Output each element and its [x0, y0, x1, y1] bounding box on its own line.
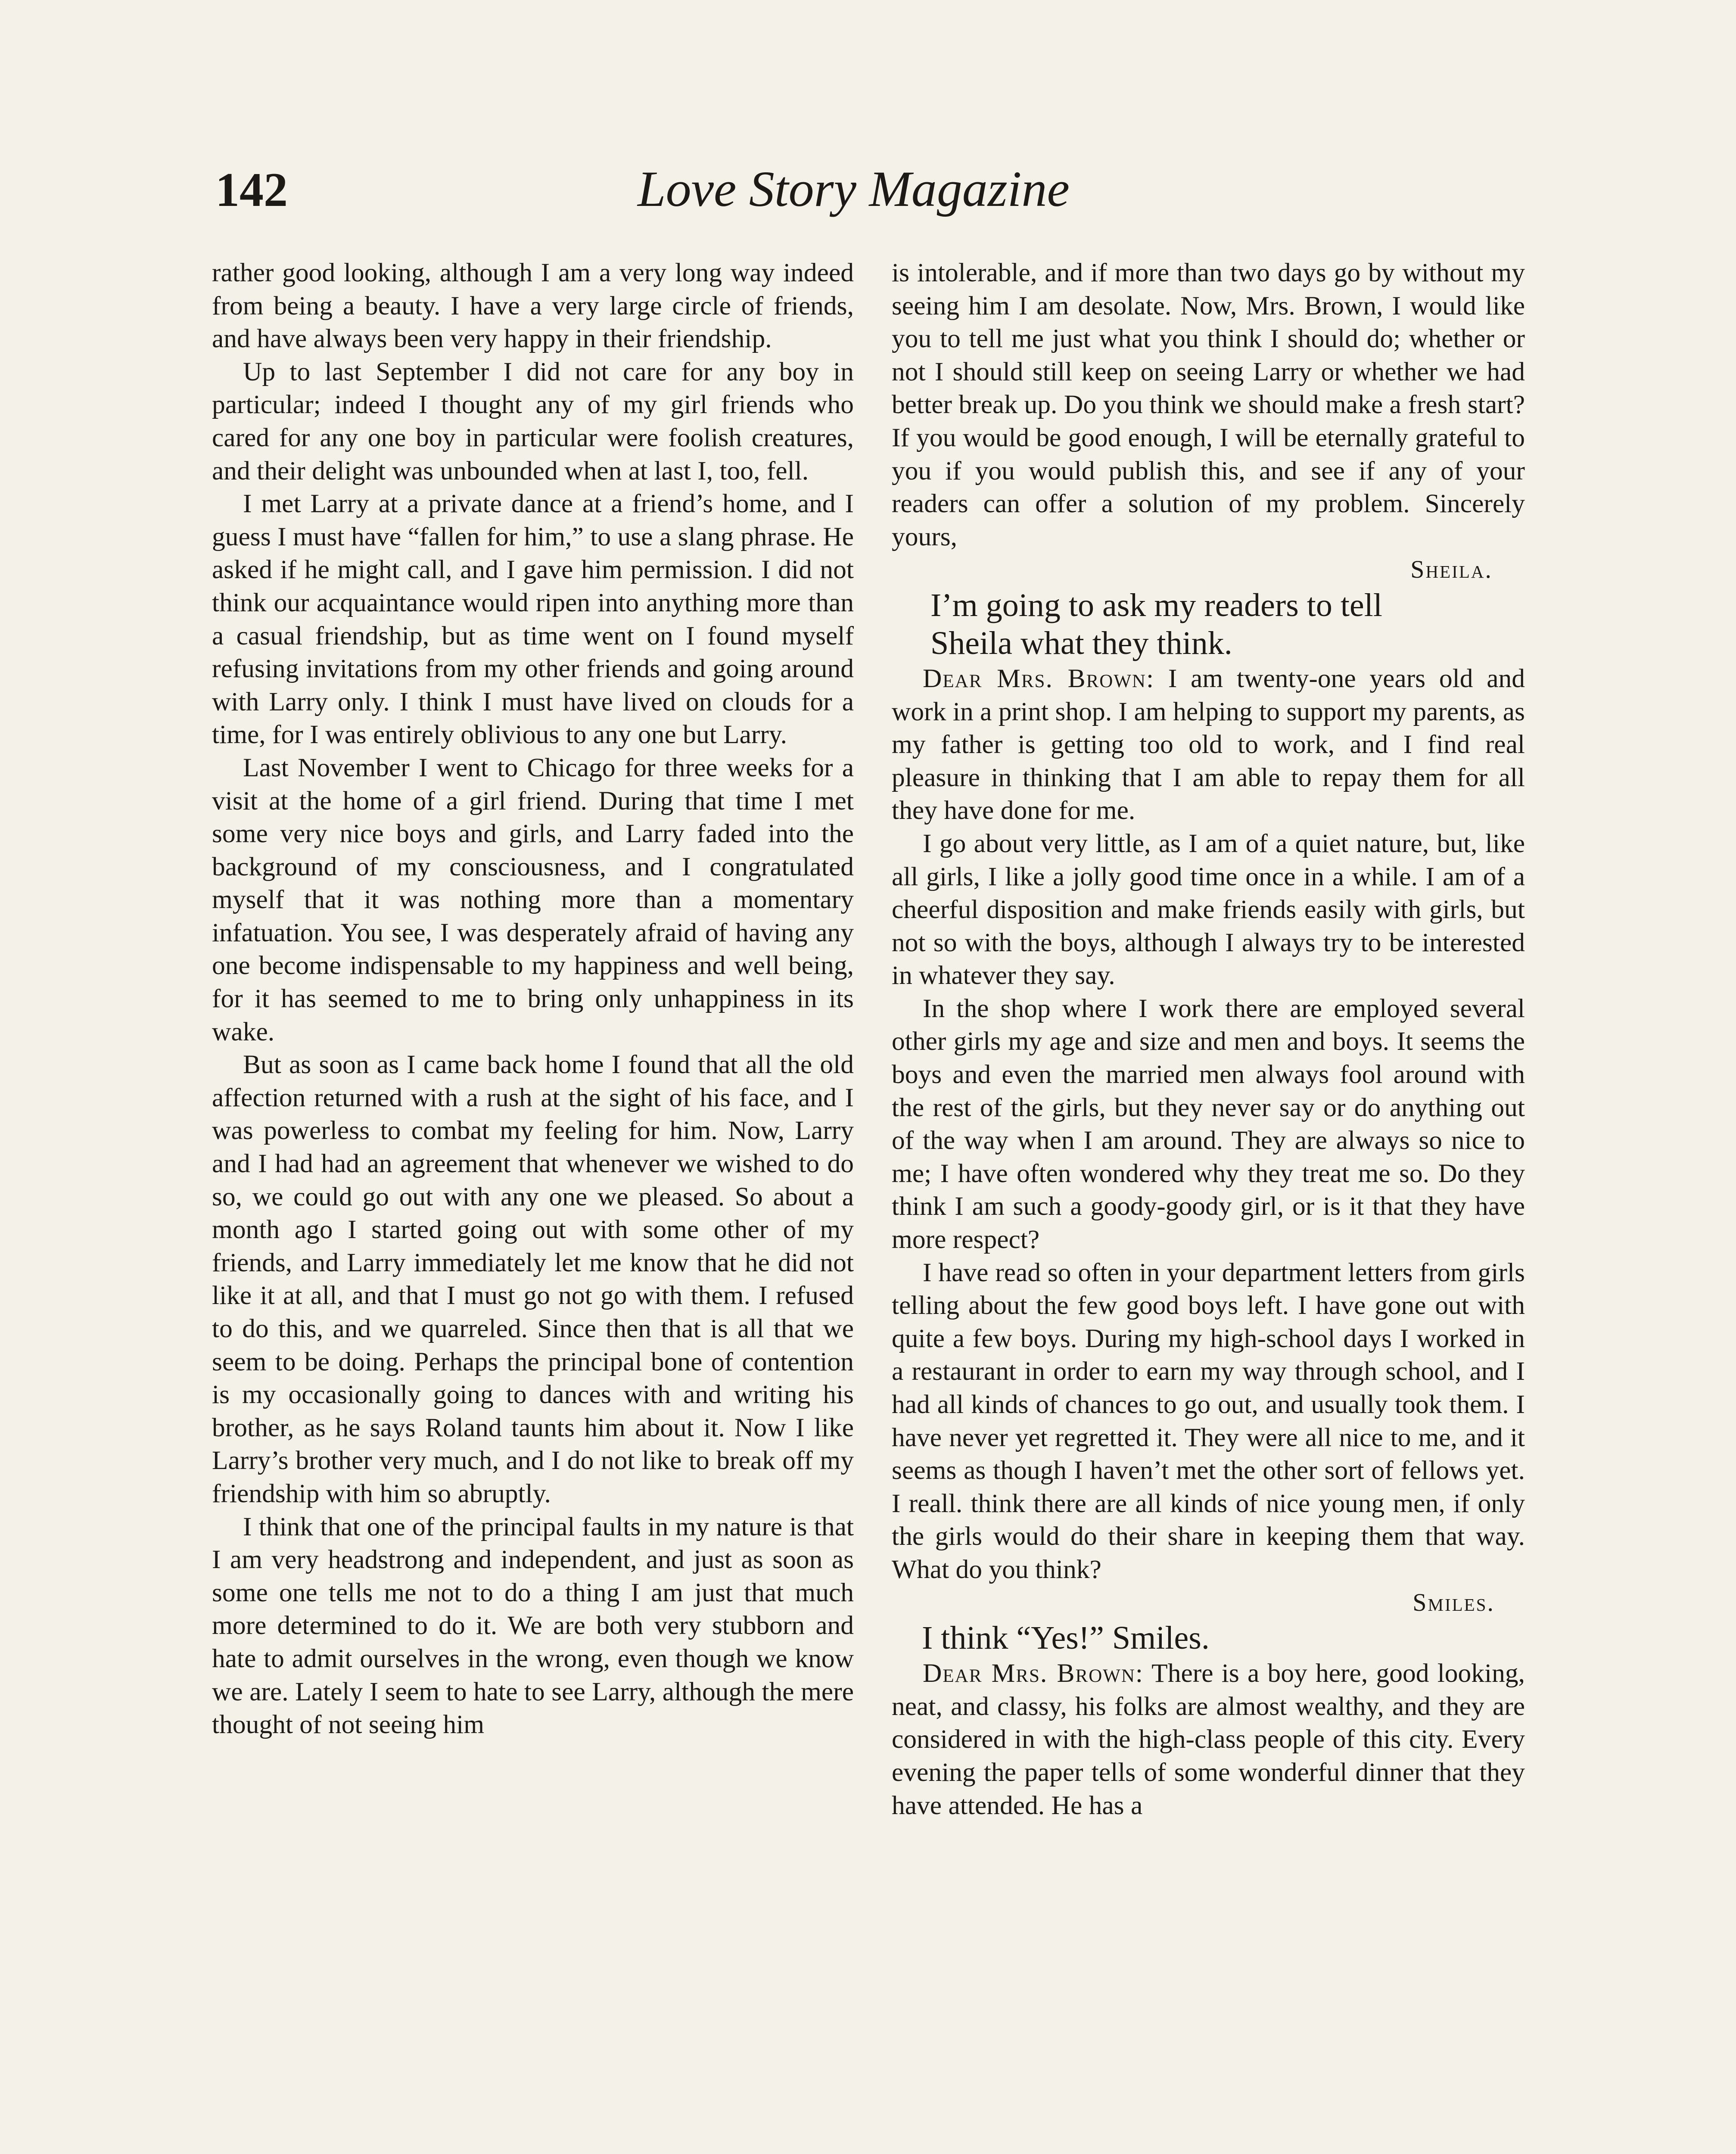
letter-signature: Sheila.: [1410, 555, 1493, 584]
editor-reply: I’m going to ask my readers to tell Sheila what they think.: [930, 587, 1382, 661]
letter-text: I am twenty-one years old and work in a print shop. I am helping to support my parents, as my father is getting too old to work, and I find real pleasure in thinking that I am able to repay them for all they have done for me.: [892, 663, 1525, 825]
body-paragraph: I go about very little, as I am of a quiet nature, but, like all girls, I like a jolly good time once in a while. I am of a cheerful disposition and make friends easily with girls, but not so with the boys, although I always try to be interested in whatever they say.: [892, 828, 1525, 990]
letter-paragraph: [892, 1657, 1525, 1822]
body-paragraph: is intolerable, and if more than two days go by without my seeing him I am desolate. Now, Mrs. Brown, I would like you to tell me just what you think I should do; whether or not I should still keep on seeing Larry or whether we had better break up. Do you think we should make a fresh start? If you would be good enough, I will be eternally grateful to you if you would publish this, and see if any of your readers can offer a solution of my problem. Sincerely yours,: [892, 258, 1525, 551]
body-paragraph: But as soon as I came back home I found that all the old affection returned with a rush at the sight of his face, and I was powerless to combat my feeling for him. Now, Larry and I had had an agreement that whenever we wished to do so, we could go out with any one we pleased. So about a month ago I started going out with some other of my friends, and Larry immediately let me know that he did not like it at all, and that I must go not go with them. I refused to do this, and we quarreled. Since then that is all that we seem to be doing. Perhaps the principal bone of contention is my occasionally going to dances with and writing his brother, as he says Roland taunts him about it. Now I like Larry’s brother very much, and I do not like to break off my friendship with him so abruptly.: [212, 1050, 854, 1508]
left-column: [212, 256, 854, 1741]
body-paragraph: I think that one of the principal faults in my nature is that I am very headstrong and independent, and just as soon as some one tells me not to do a thing I am just that much more determined to do it. We are both very stubborn and hate to admit ourselves in the wrong, even though we know we are. Lately I seem to hate to see Larry, although the mere thought of not seeing him: [212, 1512, 854, 1740]
body-paragraph: I met Larry at a private dance at a friend’s home, and I guess I must have “fallen for him,” to use a slang phrase. He asked if he might call, and I gave him permission. I did not think our acquaintance would ripen into anything more than a casual friendship, but as time went on I found myself refusing invitations from my other friends and going around with Larry only. I think I must have lived on clouds for a time, for I was entirely oblivious to any one but Larry.: [212, 489, 854, 750]
body-paragraph: In the shop where I work there are employed several other girls my age and size and men and boys. It seems the boys and even the married men always fool around with the rest of the girls, but they never say or do anything out of the way when I am around. They are always so nice to me; I have often wondered why they treat me so. Do they think I am such a goody-goody girl, or is it that they have more respect?: [892, 993, 1525, 1254]
letter-text: There is a boy here, good looking, neat, and classy, his folks are almost wealthy, and they are considered in with the high-class people of this city. Every evening the paper tells of some wonderful dinner that they have attended. He has a: [892, 1659, 1525, 1820]
body-paragraph: Up to last September I did not care for any boy in particular; indeed I thought any of my girl friends who cared for any one boy in particular were foolish creatures, and their delight was unbounded when at last I, too, fell.: [212, 357, 854, 486]
running-title: Love Story Magazine: [638, 161, 1070, 217]
letter-paragraph: [892, 662, 1525, 827]
editor-reply: I think “Yes!” Smiles.: [922, 1620, 1210, 1656]
right-column: [892, 256, 1525, 1822]
letter-salutation: Dear Mrs. Brown:: [923, 1659, 1144, 1688]
letter-salutation: Dear Mrs. Brown:: [923, 663, 1155, 693]
body-paragraph: I have read so often in your department letters from girls telling about the few good boys left. I have gone out with quite a few boys. During my high-school days I worked in a restaurant in order to earn my way through school, and I had all kinds of chances to go out, and usually took them. I have never yet regretted it. They were all nice to me, and it seems as though I haven’t met the other sort of fellows yet. I reall. think there are all kinds of nice young men, if only the girls would do their share in keeping them that way. What do you think?: [892, 1258, 1525, 1584]
body-paragraph: rather good looking, although I am a very long way indeed from being a beauty. I have a very large circle of friends, and have always been very happy in their friendship.: [212, 258, 854, 354]
letter-signature: Smiles.: [1412, 1588, 1495, 1616]
page-number: 142: [215, 163, 288, 217]
body-paragraph: Last November I went to Chicago for three weeks for a visit at the home of a girl friend. During that time I met some very nice boys and girls, and Larry faded into the background of my consciousness, and I congratulated myself that it was nothing more than a momentary infatuation. You see, I was desperately afraid of having any one become indispensable to my happiness and well being, for it has seemed to me to bring only unhappiness in its wake.: [212, 753, 854, 1046]
